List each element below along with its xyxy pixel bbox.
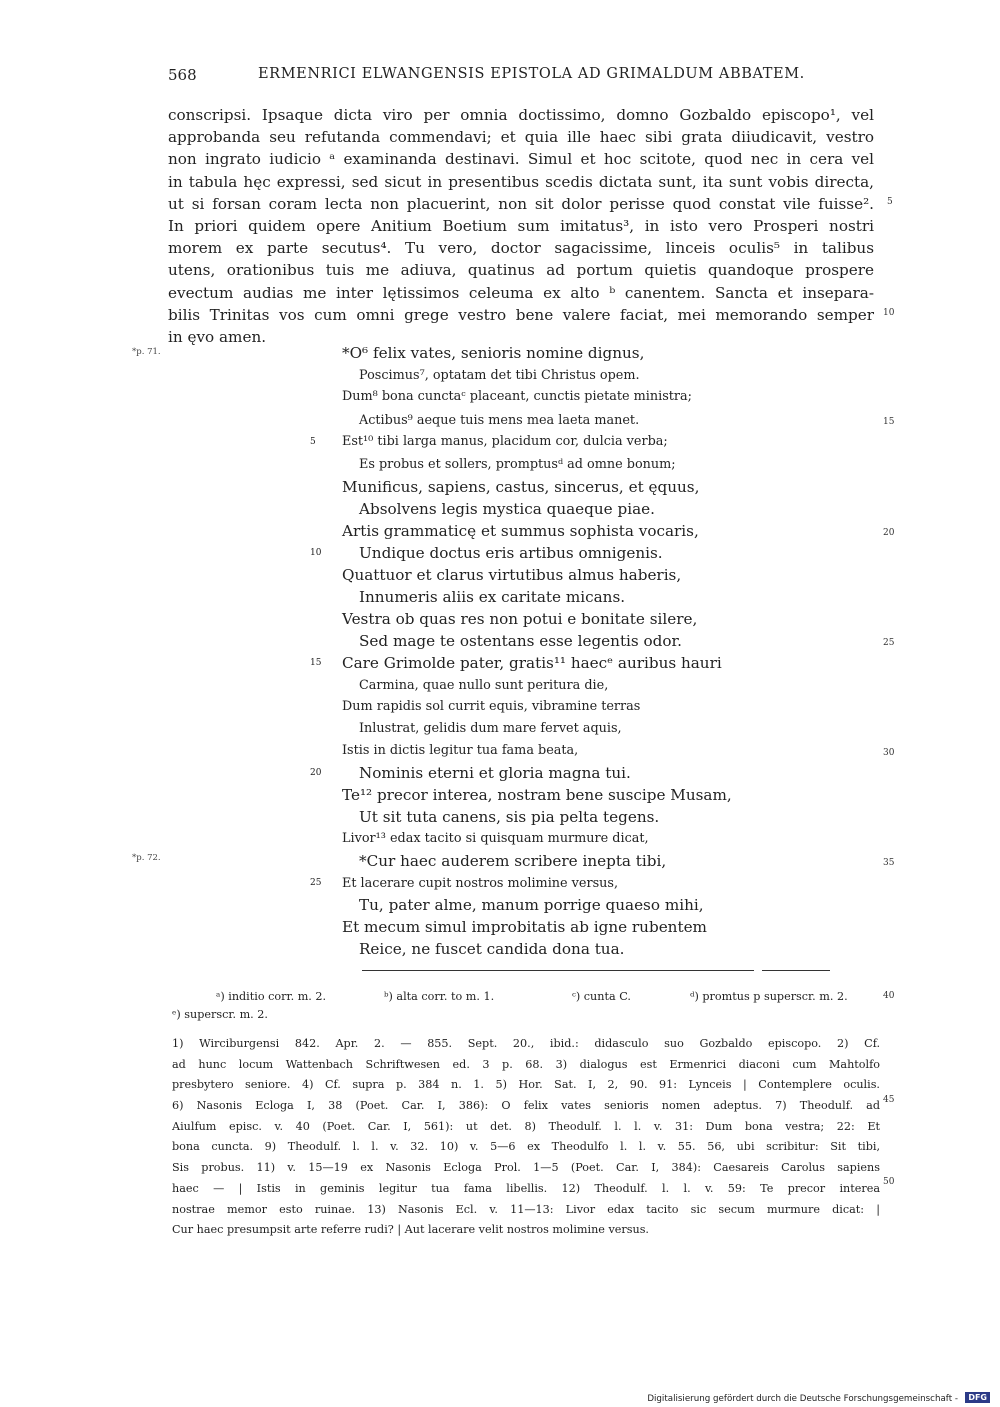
prose-line: in tabula hęc expressi, sed sicut in presentibus scedis dictata sunt, ita sunt vobis directa, — [168, 172, 874, 191]
line-number: 10 — [883, 308, 895, 318]
prose-line: approbanda seu refutanda commendavi; et quia ille haec sibi grata diiudicavit, vestro — [168, 128, 874, 147]
critical-note: ᵈ) promtus p superscr. m. 2. — [690, 990, 848, 1003]
line-number: 25 — [883, 638, 895, 648]
footnote-line: 1) Wirciburgensi 842. Apr. 2. — 855. Sept. 20., ibid.: didasculo suo Gozbaldo episcopo. 2) Cf. — [172, 1037, 880, 1050]
verse-line: Quattuor et clarus virtutibus almus haberis, — [342, 566, 682, 584]
footnotes — [172, 1034, 880, 1241]
line-number: 30 — [883, 748, 895, 758]
line-number: 45 — [883, 1095, 895, 1105]
page-number: 568 — [168, 66, 197, 84]
verse-line: Poscimus⁷, optatam det tibi Christus opem. — [359, 368, 640, 383]
prose-line: utens, orationibus tuis me adiuva, quatinus ad portum quietis quandoque prospere — [168, 261, 874, 280]
footnote-line: Cur haec presumpsit arte referre rudi? | Aut lacerare velit nostros molimine versus. — [172, 1223, 649, 1237]
separator-rule — [362, 970, 754, 971]
critical-note: ᵉ) superscr. m. 2. — [172, 1008, 268, 1021]
verse-line: Nominis eterni et gloria magna tui. — [359, 764, 631, 782]
footnote-line: nostrae memor esto ruinae. 13) Nasonis Ecl. v. 11—13: Livor edax tacito sic secum murmure dicat: | — [172, 1202, 880, 1216]
verse-line: Te¹² precor interea, nostram bene suscipe Musam, — [342, 786, 732, 804]
footnote-line: haec — | Istis in geminis legitur tua fama libellis. 12) Theodulf. l. l. v. 59: Te precor interea — [172, 1181, 880, 1195]
line-number: 20 — [883, 528, 895, 538]
verse-line: Es probus et sollers, promptusᵈ ad omne bonum; — [359, 457, 676, 472]
footnote-line: 6) Nasonis Ecloga I, 38 (Poet. Car. I, 386): O felix vates senioris nomen adeptus. 7) Theodulf. ad — [172, 1099, 880, 1113]
verse-line: Inlustrat, gelidis dum mare fervet aquis, — [359, 721, 622, 736]
prose-line: morem ex parte secutus⁴. Tu vero, doctor sagacissime, linceis oculis⁵ in talibus — [168, 239, 874, 258]
line-number: 50 — [883, 1177, 895, 1187]
verse-line: *O⁶ felix vates, senioris nomine dignus, — [342, 344, 645, 362]
prose-paragraph — [168, 104, 874, 348]
verse-line: Care Grimolde pater, gratis¹¹ haecᵉ auribus hauri — [342, 654, 722, 672]
verse-line: Dum⁸ bona cunctaᶜ placeant, cunctis pietate ministra; — [342, 389, 692, 404]
verse-line: Et mecum simul improbitatis ab igne rubentem — [342, 918, 707, 936]
running-title: ERMENRICI ELWANGENSIS EPISTOLA AD GRIMALDUM ABBATEM. — [258, 66, 805, 82]
verse-line: Carmina, quae nullo sunt peritura die, — [359, 678, 609, 693]
line-number: 35 — [883, 858, 895, 868]
verse-line: Et lacerare cupit nostros molimine versus, — [342, 876, 619, 891]
footnote-line: Sis probus. 11) v. 15—19 ex Nasonis Ecloga Prol. 1—5 (Poet. Car. I, 384): Caesareis Carolus sapiens — [172, 1161, 880, 1175]
critical-note: ᶜ) cunta C. — [572, 990, 631, 1003]
verse-line: Vestra ob quas res non potui e bonitate silere, — [342, 610, 698, 628]
critical-note: ᵇ) alta corr. to m. 1. — [384, 990, 495, 1003]
verse-line: Artis grammaticę et summus sophista vocaris, — [342, 522, 699, 540]
verse-number: 5 — [310, 437, 316, 447]
margin-page-ref: *p. 71. — [132, 347, 161, 357]
verse-number: 10 — [310, 548, 322, 558]
margin-page-ref: *p. 72. — [132, 853, 161, 863]
prose-line: non ingrato iudicio ᵃ examinanda destinavi. Simul et hoc scitote, quod nec in cera vel — [168, 150, 874, 169]
verse-line: Sed mage te ostentans esse legentis odor. — [359, 632, 682, 650]
verse-number: 25 — [310, 878, 322, 888]
footnote-line: presbytero seniore. 4) Cf. supra p. 384 n. 1. 5) Hor. Sat. I, 2, 90. 91: Lynceis | Contemplere oculis. — [172, 1078, 880, 1092]
line-number: 15 — [883, 417, 895, 427]
digitization-credit: Digitalisierung gefördert durch die Deutsche Forschungsgemeinschaft - — [647, 1394, 958, 1404]
verse-line: Livor¹³ edax tacito si quisquam murmure dicat, — [342, 831, 649, 846]
verse-line: Absolvens legis mystica quaeque piae. — [359, 500, 655, 518]
verse-line: Reice, ne fuscet candida dona tua. — [359, 940, 625, 958]
verse-line: Ut sit tuta canens, sis pia pelta tegens. — [359, 808, 660, 826]
verse-line: Est¹⁰ tibi larga manus, placidum cor, dulcia verba; — [342, 434, 668, 449]
critical-note: ᵃ) inditio corr. m. 2. — [216, 990, 327, 1003]
line-number: 5 — [887, 197, 893, 207]
prose-line: ut si forsan coram lecta non placuerint, non sit dolor perisse quod constat vile fuisse². — [168, 194, 874, 213]
verse-number: 20 — [310, 768, 322, 778]
line-number: 40 — [883, 991, 895, 1001]
prose-line: in ęvo amen. — [168, 327, 267, 346]
verse-number: 15 — [310, 658, 322, 668]
footnote-line: ad hunc locum Wattenbach Schriftwesen ed. 3 p. 68. 3) dialogus est Ermenrici diaconi cum Mahtolfo — [172, 1057, 880, 1071]
verse-line: Munificus, sapiens, castus, sincerus, et ęquus, — [342, 478, 700, 496]
verse-line: Tu, pater alme, manum porrige quaeso mihi, — [359, 896, 704, 914]
verse-line: Innumeris aliis ex caritate micans. — [359, 588, 626, 606]
prose-line: conscripsi. Ipsaque dicta viro per omnia doctissimo, domno Gozbaldo episcopo¹, vel — [168, 106, 874, 124]
footnote-line: Aiulfum episc. v. 40 (Poet. Car. I, 561): ut det. 8) Theodulf. l. l. v. 31: Dum bona vestra; 22: Et — [172, 1119, 880, 1133]
dfg-logo: DFG — [965, 1392, 990, 1403]
prose-line: evectum audias me inter lętissimos celeuma ex alto ᵇ canentem. Sancta et insepara- — [168, 283, 874, 302]
verse-line: Undique doctus eris artibus omnigenis. — [359, 544, 663, 562]
verse-line: Dum rapidis sol currit equis, vibramine terras — [342, 699, 641, 714]
separator-rule — [762, 970, 830, 971]
verse-line: Istis in dictis legitur tua fama beata, — [342, 743, 579, 758]
verse-line: Actibus⁹ aeque tuis mens mea laeta manet. — [359, 413, 640, 428]
prose-line: bilis Trinitas vos cum omni grege vestro bene valere faciat, mei memorando semper — [168, 305, 874, 324]
verse-line: *Cur haec auderem scribere inepta tibi, — [359, 852, 667, 870]
prose-line: In priori quidem opere Anitium Boetium sum imitatus³, in isto vero Prosperi nostri — [168, 216, 874, 235]
footnote-line: bona cuncta. 9) Theodulf. l. l. v. 32. 10) v. 5—6 ex Theodulfo l. l. v. 55. 56, ubi scribitur: Sit tibi, — [172, 1140, 880, 1154]
